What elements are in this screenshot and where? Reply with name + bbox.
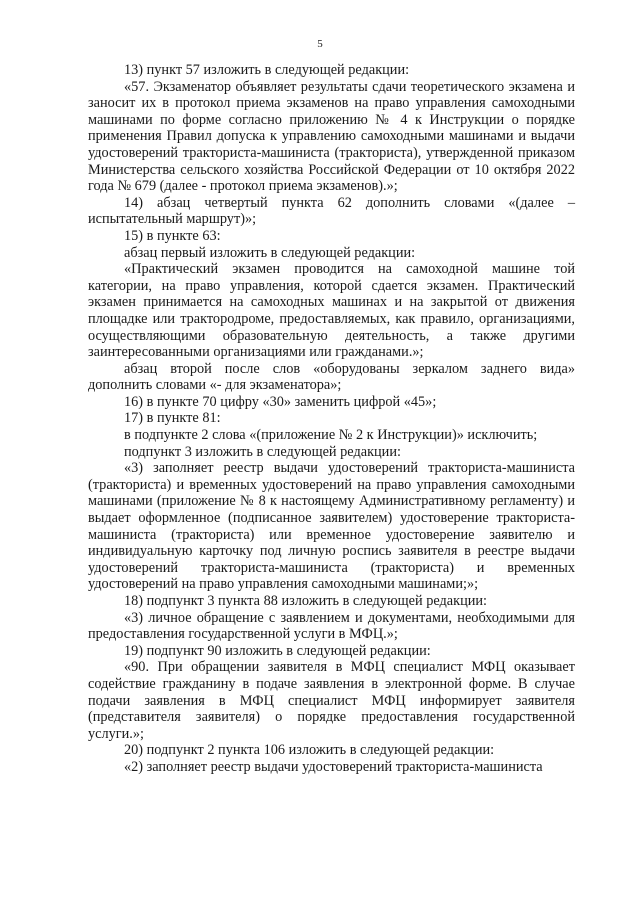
quoted-paragraph-3-mfc: «3) личное обращение с заявлением и документами, необходимыми для предоставления государственной услуги в МФЦ.»; — [88, 609, 575, 643]
list-item-13: 13) пункт 57 изложить в следующей редакции: — [124, 62, 410, 78]
list-item-14: 14) абзац четвертый пункта 62 дополнить словами «(далее – испытательный маршрут)»; — [88, 194, 575, 228]
list-item-15: 15) в пункте 63: — [124, 227, 221, 244]
paragraph-subitem: абзац второй после слов «оборудованы зеркалом заднего вида» дополнить словами «- для экзаменатора»; — [88, 360, 575, 394]
quoted-paragraph-2: «2) заполняет реестр выдачи удостоверений тракториста-машиниста — [124, 758, 543, 775]
list-item-17: 17) в пункте 81: — [124, 410, 221, 427]
paragraph-subitem: подпункт 3 изложить в следующей редакции: — [124, 443, 401, 460]
list-item-16: 16) в пункте 70 цифру «30» заменить цифрой «45»; — [124, 393, 437, 410]
list-item-18: 18) подпункт 3 пункта 88 изложить в следующей редакции: — [124, 593, 488, 609]
page-number: 5 — [317, 38, 323, 50]
list-item-20: 20) подпункт 2 пункта 106 изложить в следующей редакции: — [124, 742, 495, 759]
quoted-paragraph-90: «90. При обращении заявителя в МФЦ специалист МФЦ оказывает содействие гражданину в подаче заявления в электронной форме. В случае подачи заявления в МФЦ специалист МФЦ информирует заявителя (представителя заявителя) о порядке предоставления государственной услуги.»; — [88, 659, 575, 742]
list-item-19: 19) подпункт 90 изложить в следующей редакции: — [124, 642, 431, 659]
document-body — [88, 62, 575, 776]
paragraph-subitem: в подпункте 2 слова «(приложение № 2 к Инструкции)» исключить; — [124, 427, 538, 444]
quoted-paragraph-practical-exam: «Практический экзамен проводится на самоходной машине той категории, на право управления, которой сдается экзамен. Практический экзамен принимается на самоходных машинах и на закрытой от движения площадке или трактородроме, предоставляемых, как правило, организациями, осуществляющими образовательную деятельность, а также другими заинтересованными организациями или гражданами.»; — [88, 261, 575, 361]
paragraph-subitem: абзац первый изложить в следующей редакции: — [124, 244, 416, 261]
quoted-paragraph-3: «3) заполняет реестр выдачи удостоверений тракториста-машиниста (тракториста) и временных удостоверений на право управления самоходными машинами (приложение № 8 к настоящему Административному регламенту) и выдает оформленное (подписанное заявителем) удостоверение тракториста-машиниста (тракториста) или временное удостоверение заявителю и индивидуальную карточку под личную роспись заявителя в реестре выдачи удостоверений тракториста-машиниста (тракториста) и временных удостоверений на право управления самоходными машинами;»; — [88, 460, 575, 593]
quoted-paragraph-57: «57. Экзаменатор объявляет результаты сдачи теоретического экзамена и заносит их в протокол приема экзаменов на право управления самоходными машинами по форме согласно приложению № 4 к Инструкции о порядке применения Правил допуска к управлению самоходными машинами и выдачи удостоверений тракториста-машиниста (тракториста), утвержденной приказом Министерства сельского хозяйства Российской Федерации от 10 октября 2022 года № 679 (далее - протокол приема экзаменов).»; — [88, 78, 575, 195]
